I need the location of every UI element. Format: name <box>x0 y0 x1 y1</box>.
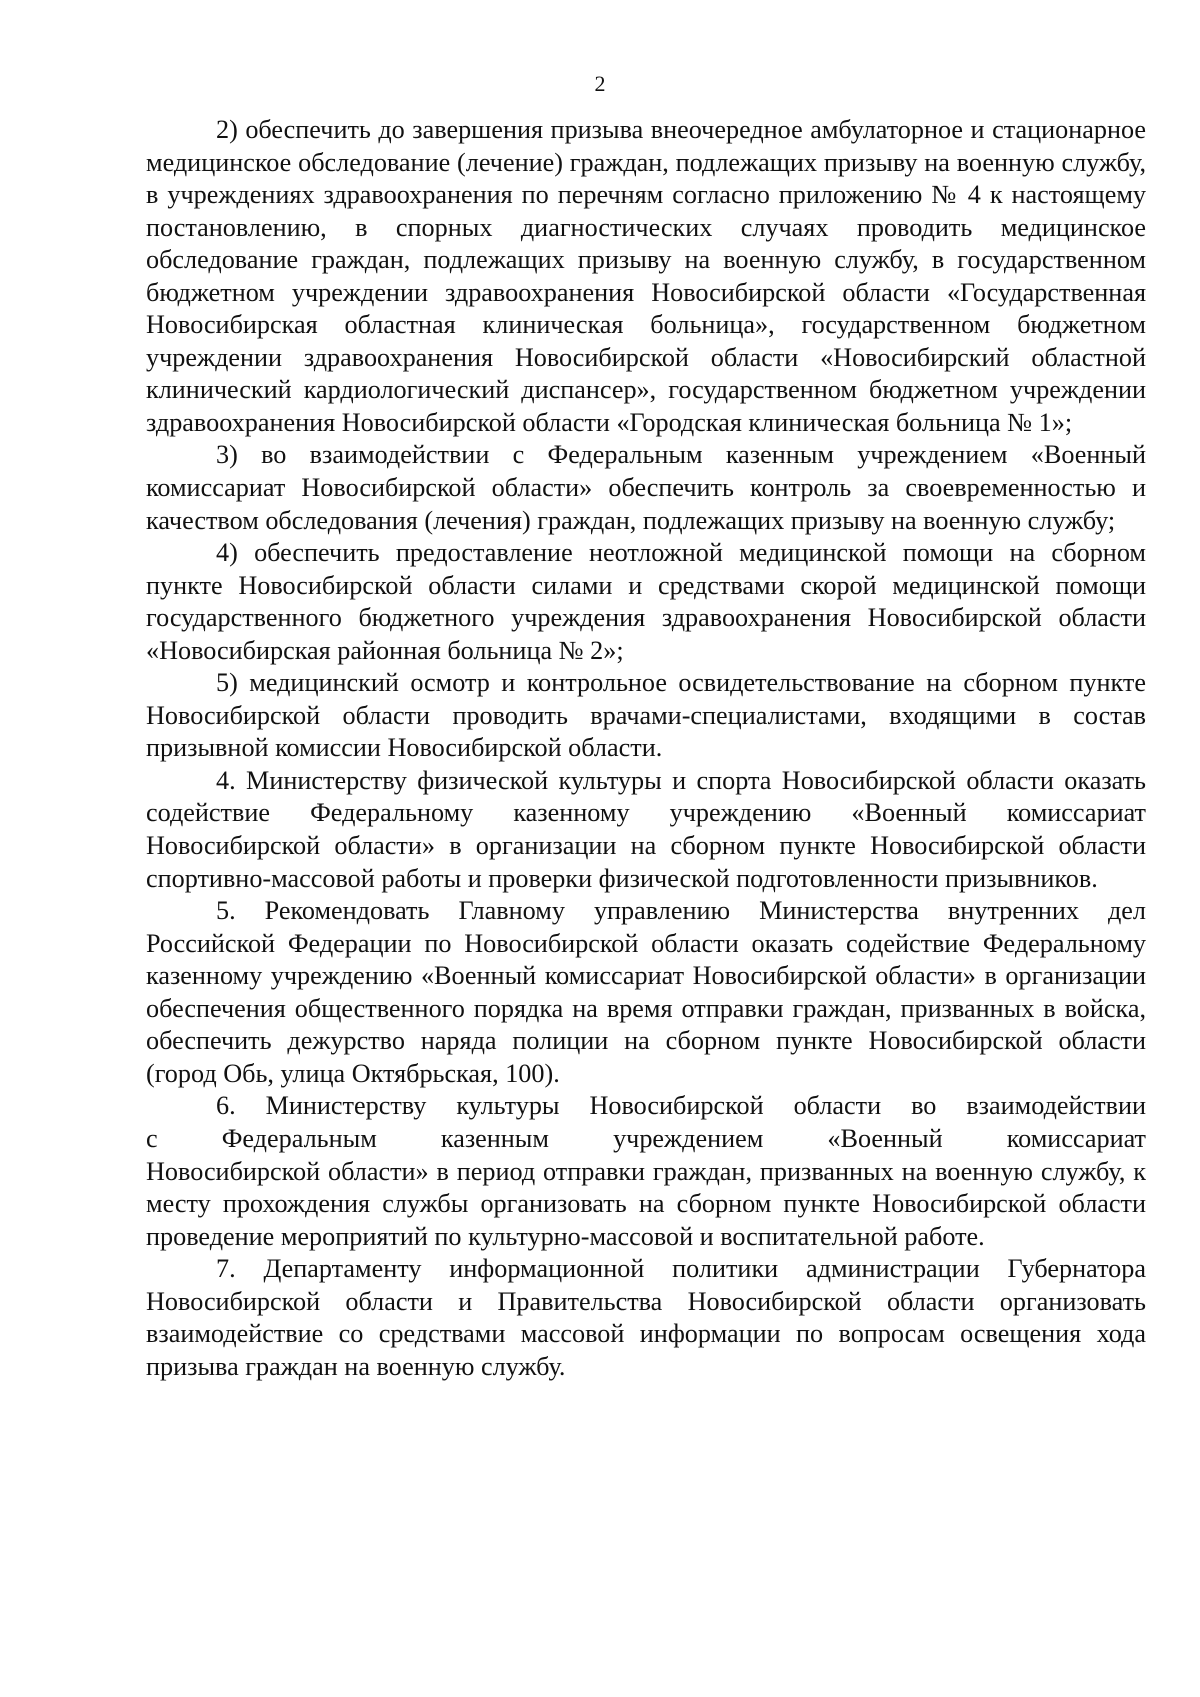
paragraph-item-5-medical-inspection: 5) медицинский осмотр и контрольное освидетельствование на сборном пункте Новосибирской области проводить врачами-специалистами, входящими в состав призывной комиссии Новосибирской области. <box>146 668 1146 763</box>
paragraph-item-2-medical-examination: 2) обеспечить до завершения призыва внеочередное амбулаторное и стационарное медицинское обследование (лечение) граждан, подлежащих призыву на военную службу, в учреждениях здравоохранения по перечням согласно приложению № 4 к настоящему постановлению, в спорных диагностических случаях проводить медицинское обследование граждан, подлежащих призыву на военную службу, в государственном бюджетном учреждении здравоохранения Новосибирской области «Государственная Новосибирская областная клиническая больница», государственном бюджетном учреждении здравоохранения Новосибирской области «Новосибирский областной клинический кардиологический диспансер», государственном бюджетном учреждении здравоохранения Новосибирской области «Городская клиническая больница № 1»; <box>146 115 1146 437</box>
paragraph-section-5-internal-affairs: 5. Рекомендовать Главному управлению Министерства внутренних дел Российской Федерации по Новосибирской области оказать содействие Федеральному казенному учреждению «Военный комиссариат Новосибирской области» в организации обеспечения общественного порядка на время отправки граждан, призванных в войска, обеспечить дежурство наряда полиции на сборном пункте Новосибирской области (город Обь, улица Октябрьская, 100). <box>146 896 1146 1088</box>
page-number: 2 <box>594 71 606 96</box>
paragraph-section-4-sport-ministry: 4. Министерству физической культуры и спорта Новосибирской области оказать содействие Федеральному казенному учреждению «Военный комиссариат Новосибирской области» в организации на сборном пункте Новосибирской области спортивно-массовой работы и проверки физической подготовленности призывников. <box>146 765 1146 893</box>
paragraph-item-4-emergency-care: 4) обеспечить предоставление неотложной медицинской помощи на сборном пункте Новосибирской области силами и средствами скорой медицинской помощи государственного бюджетного учреждения здравоохранения Новосибирской области «Новосибирская районная больница № 2»; <box>146 538 1146 665</box>
paragraph-item-3-control: 3) во взаимодействии с Федеральным казенным учреждением «Военный комиссариат Новосибирской области» обеспечить контроль за своевременностью и качеством обследования (лечения) граждан, подлежащих призыву на военную службу; <box>146 440 1146 535</box>
document-body <box>146 114 1146 1383</box>
paragraph-section-6-culture-ministry: 6. Министерству культуры Новосибирской области во взаимодействии с Федеральным казенным учреждением «Военный комиссариат Новосибирской области» в период отправки граждан, призванных на военную службу, к месту прохождения службы организовать на сборном пункте Новосибирской области проведение мероприятий по культурно-массовой и воспитательной работе. <box>146 1091 1146 1251</box>
paragraph-section-7-information-policy: 7. Департаменту информационной политики администрации Губернатора Новосибирской области и Правительства Новосибирской области организовать взаимодействие со средствами массовой информации по вопросам освещения хода призыва граждан на военную службу. <box>146 1254 1146 1381</box>
